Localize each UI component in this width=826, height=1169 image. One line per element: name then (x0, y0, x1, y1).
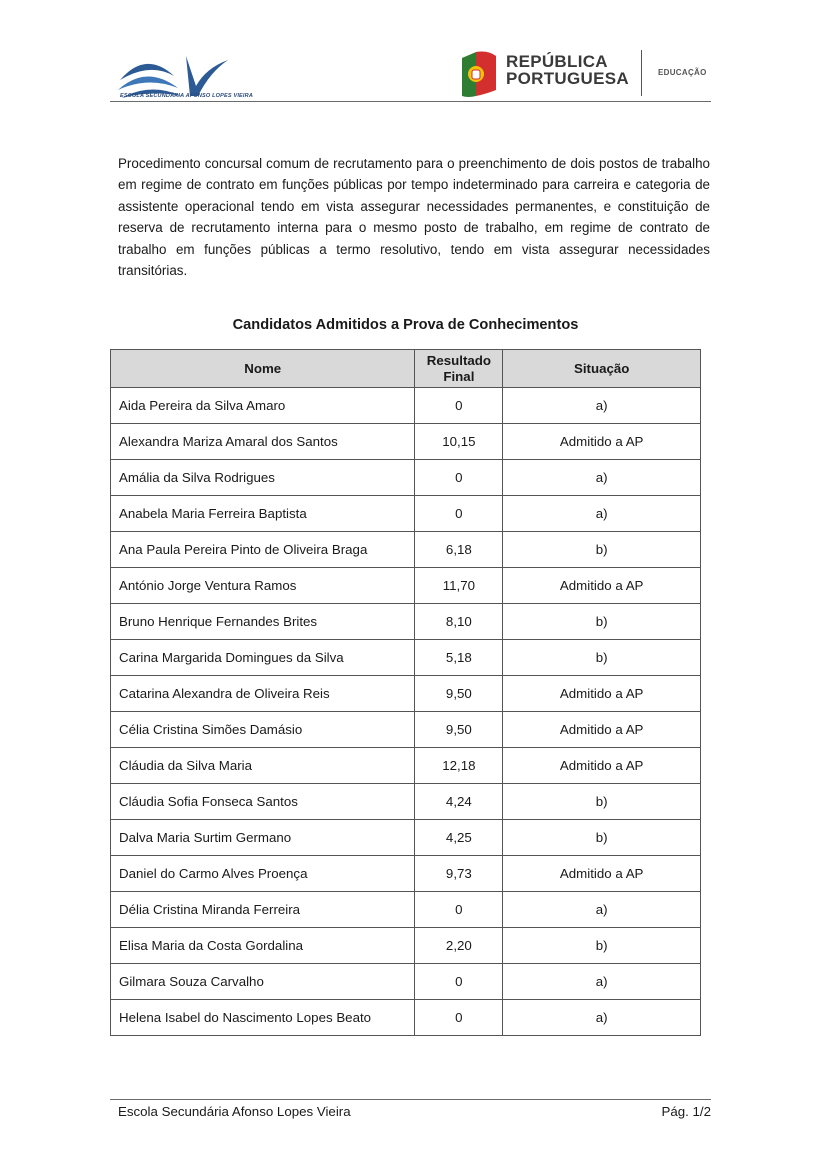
cell-status: Admitido a AP (503, 856, 701, 892)
table-row (111, 748, 701, 784)
cell-name: Délia Cristina Miranda Ferreira (111, 892, 415, 928)
table-row (111, 856, 701, 892)
table-row (111, 496, 701, 532)
table-row (111, 424, 701, 460)
candidates-table (110, 349, 701, 1036)
cell-result: 8,10 (415, 604, 503, 640)
cell-name: António Jorge Ventura Ramos (111, 568, 415, 604)
cell-name: Cláudia da Silva Maria (111, 748, 415, 784)
cell-result: 0 (415, 892, 503, 928)
cell-result: 0 (415, 496, 503, 532)
cell-result: 9,50 (415, 712, 503, 748)
page-footer (110, 1099, 711, 1119)
header-status: Situação (503, 350, 701, 388)
cell-result: 9,73 (415, 856, 503, 892)
header-name: Nome (111, 350, 415, 388)
cell-result: 0 (415, 460, 503, 496)
table-header-row (111, 350, 701, 388)
cell-status: a) (503, 1000, 701, 1036)
cell-result: 6,18 (415, 532, 503, 568)
portuguesa-label: PORTUGUESA (506, 69, 629, 88)
cell-status: Admitido a AP (503, 748, 701, 784)
table-row (111, 964, 701, 1000)
table-row (111, 820, 701, 856)
table-row (111, 604, 701, 640)
cell-name: Alexandra Mariza Amaral dos Santos (111, 424, 415, 460)
cell-status: a) (503, 964, 701, 1000)
cell-result: 5,18 (415, 640, 503, 676)
cell-name: Ana Paula Pereira Pinto de Oliveira Braga (111, 532, 415, 568)
cell-result: 0 (415, 388, 503, 424)
page-number: Pág. 1/2 (661, 1104, 711, 1119)
cell-name: Helena Isabel do Nascimento Lopes Beato (111, 1000, 415, 1036)
cell-status: b) (503, 820, 701, 856)
cell-status: b) (503, 604, 701, 640)
cell-status: a) (503, 892, 701, 928)
table-row (111, 892, 701, 928)
cell-status: Admitido a AP (503, 712, 701, 748)
cell-name: Elisa Maria da Costa Gordalina (111, 928, 415, 964)
cell-status: b) (503, 532, 701, 568)
intro-paragraph: Procedimento concursal comum de recrutamento para o preenchimento de dois postos de trabalho em regime de contrato em funções públicas por tempo indeterminado para carreira e categoria de assistente operacional tendo em vista assegurar necessidades permanentes, e constituição de reserva de recrutamento interna para o mesmo posto de trabalho, em regime de contrato de trabalho em funções públicas a termo resolutivo, tendo em vista assegurar necessidades transitórias. (118, 156, 710, 279)
cell-result: 4,25 (415, 820, 503, 856)
cell-result: 0 (415, 964, 503, 1000)
cell-status: a) (503, 496, 701, 532)
table-row (111, 784, 701, 820)
table-row (111, 640, 701, 676)
cell-status: Admitido a AP (503, 676, 701, 712)
table-row (111, 388, 701, 424)
cell-result: 4,24 (415, 784, 503, 820)
portugal-emblem-icon (462, 50, 496, 98)
cell-status: b) (503, 640, 701, 676)
school-logo-text: ESCOLA SECUNDÁRIA AFONSO LOPES VIEIRA (120, 93, 253, 99)
republica-portuguesa-wordmark (506, 53, 629, 87)
cell-name: Carina Margarida Domingues da Silva (111, 640, 415, 676)
table-row (111, 928, 701, 964)
cell-result: 12,18 (415, 748, 503, 784)
header-result: Resultado Final (415, 350, 503, 388)
cell-result: 9,50 (415, 676, 503, 712)
ministry-label: EDUCAÇÃO (658, 68, 707, 77)
header-divider (641, 50, 642, 96)
republica-label: REPÚBLICA (506, 52, 608, 71)
cell-status: Admitido a AP (503, 568, 701, 604)
cell-name: Gilmara Souza Carvalho (111, 964, 415, 1000)
table-row (111, 460, 701, 496)
cell-name: Dalva Maria Surtim Germano (111, 820, 415, 856)
cell-result: 11,70 (415, 568, 503, 604)
page-header (110, 40, 711, 102)
table-row (111, 532, 701, 568)
cell-name: Bruno Henrique Fernandes Brites (111, 604, 415, 640)
cell-name: Cláudia Sofia Fonseca Santos (111, 784, 415, 820)
cell-name: Aida Pereira da Silva Amaro (111, 388, 415, 424)
cell-result: 0 (415, 1000, 503, 1036)
cell-name: Anabela Maria Ferreira Baptista (111, 496, 415, 532)
table-row (111, 712, 701, 748)
cell-status: a) (503, 388, 701, 424)
footer-school-name: Escola Secundária Afonso Lopes Vieira (118, 1104, 351, 1119)
cell-name: Catarina Alexandra de Oliveira Reis (111, 676, 415, 712)
cell-status: Admitido a AP (503, 424, 701, 460)
cell-status: a) (503, 460, 701, 496)
cell-result: 10,15 (415, 424, 503, 460)
table-title: Candidatos Admitidos a Prova de Conhecimentos (232, 317, 579, 333)
cell-status: b) (503, 784, 701, 820)
table-row (111, 568, 701, 604)
cell-name: Célia Cristina Simões Damásio (111, 712, 415, 748)
cell-name: Daniel do Carmo Alves Proença (111, 856, 415, 892)
cell-result: 2,20 (415, 928, 503, 964)
table-row (111, 1000, 701, 1036)
table-row (111, 676, 701, 712)
cell-name: Amália da Silva Rodrigues (111, 460, 415, 496)
cell-status: b) (503, 928, 701, 964)
